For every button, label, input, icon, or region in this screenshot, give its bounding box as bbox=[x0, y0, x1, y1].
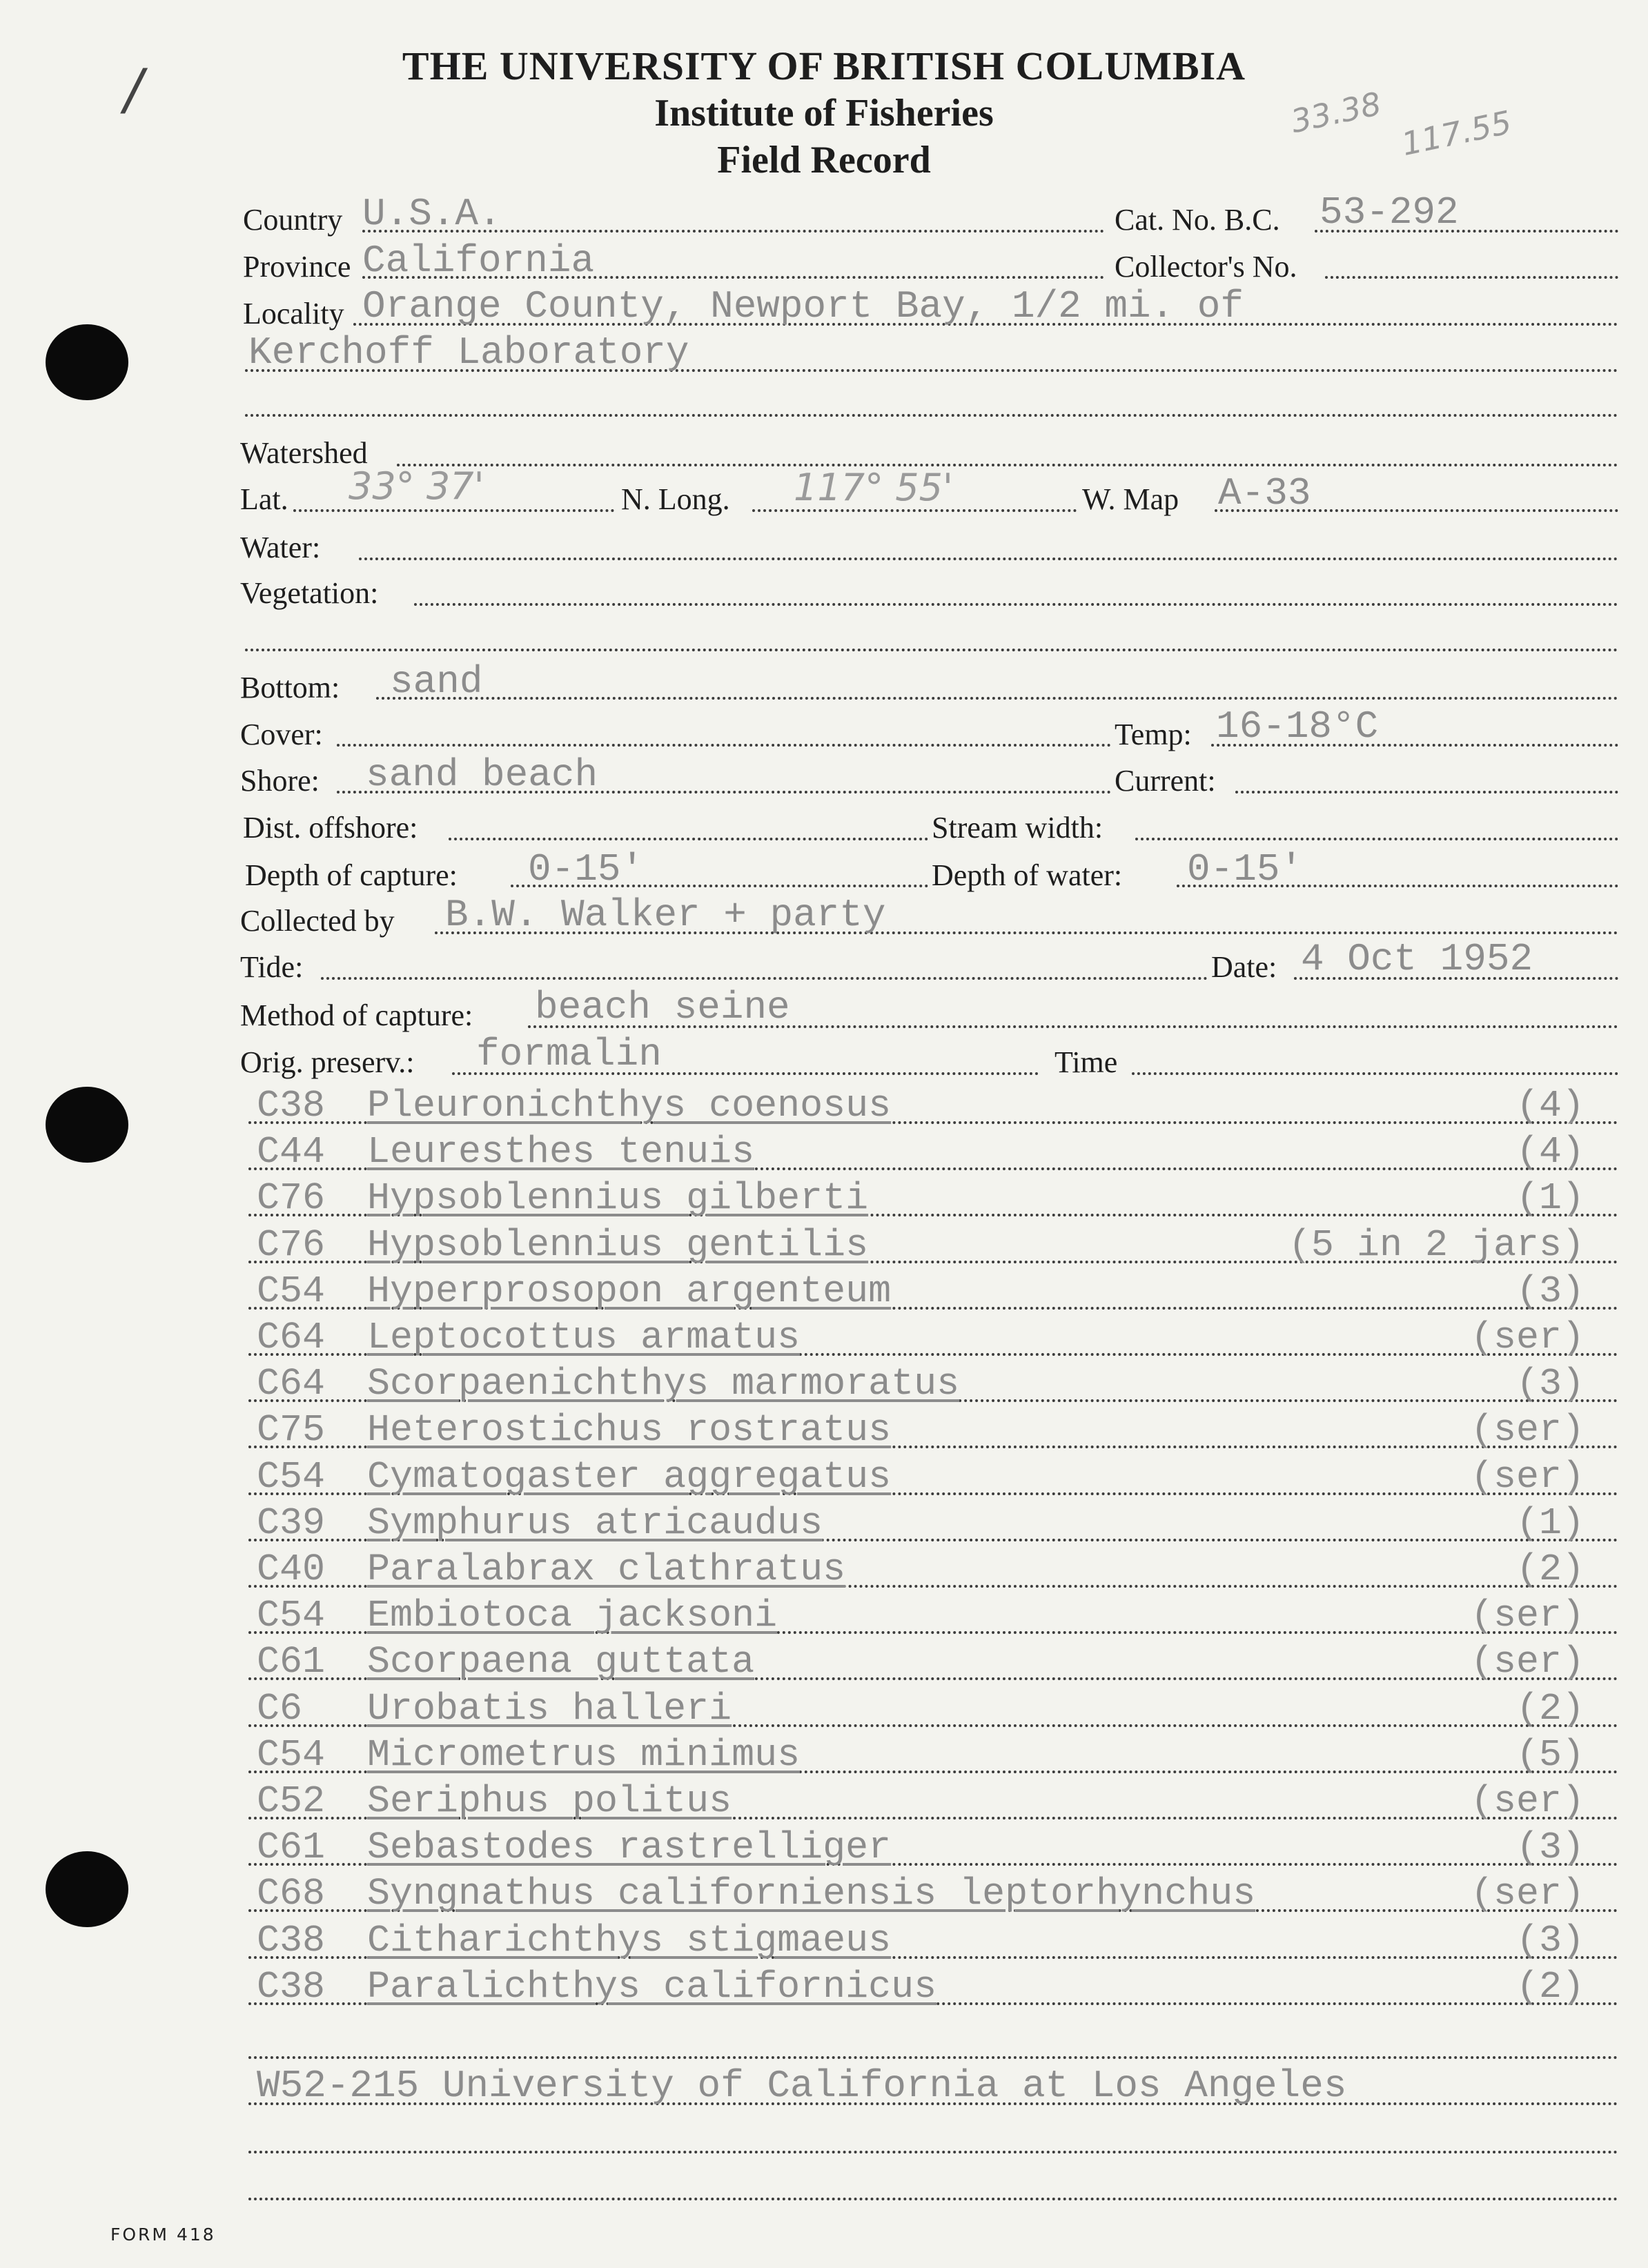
map-value: A-33 bbox=[1218, 471, 1311, 515]
species-count: (ser) bbox=[1470, 1872, 1585, 1915]
species-row bbox=[257, 1779, 1602, 1824]
species-code: C52 bbox=[257, 1779, 326, 1823]
lat-value: 33° 37' bbox=[349, 464, 484, 508]
water-label: Water: bbox=[240, 531, 321, 564]
country-value: U.S.A. bbox=[362, 192, 502, 236]
species-row bbox=[257, 1501, 1602, 1546]
species-code: C61 bbox=[257, 1640, 326, 1684]
species-row bbox=[257, 1550, 1602, 1592]
species-count: (ser) bbox=[1470, 1594, 1585, 1637]
w-map-label: W. Map bbox=[1082, 482, 1179, 516]
depth-capture-label: Depth of capture: bbox=[245, 858, 458, 892]
species-name: Cymatogaster aggregatus bbox=[367, 1455, 892, 1499]
bottom-value: sand bbox=[390, 660, 483, 704]
locality-line-3 bbox=[245, 414, 1618, 417]
species-count: (1) bbox=[1515, 1176, 1585, 1220]
species-name: Hypsoblennius gentilis bbox=[367, 1223, 869, 1267]
locality-label: Locality bbox=[243, 297, 344, 331]
tide-label: Tide: bbox=[240, 950, 304, 984]
species-row bbox=[257, 1594, 1602, 1638]
species-count: (2) bbox=[1515, 1965, 1585, 2009]
species-name: Scorpaena guttata bbox=[367, 1640, 755, 1684]
check-mark: / bbox=[124, 57, 143, 121]
university-title: THE UNIVERSITY OF BRITISH COLUMBIA bbox=[402, 43, 1246, 88]
species-count: (3) bbox=[1515, 1270, 1585, 1313]
cat-no-label: Cat. No. B.C. bbox=[1115, 203, 1280, 237]
species-code: C75 bbox=[257, 1408, 326, 1452]
species-row bbox=[257, 1687, 1602, 1731]
species-code: C61 bbox=[257, 1826, 326, 1869]
orig-preserv-value: formalin bbox=[476, 1032, 662, 1076]
margin-note-lat: 33.38 bbox=[1287, 84, 1384, 141]
species-name: Micrometrus minimus bbox=[367, 1733, 801, 1777]
species-row bbox=[257, 1828, 1602, 1870]
species-code: C64 bbox=[257, 1316, 326, 1359]
shore-label: Shore: bbox=[240, 764, 320, 798]
margin-note-long: 117.55 bbox=[1398, 103, 1515, 164]
species-count: (5 in 2 jars) bbox=[1288, 1223, 1585, 1267]
species-code: C38 bbox=[257, 1965, 326, 2009]
species-name: Heterostichus rostratus bbox=[367, 1408, 892, 1452]
bottom-line bbox=[376, 697, 1618, 700]
time-line bbox=[1132, 1072, 1618, 1075]
stream-width-label: Stream width: bbox=[932, 811, 1103, 845]
species-name: Sebastodes rastrelliger bbox=[367, 1826, 892, 1869]
vegetation-label: Vegetation: bbox=[240, 576, 379, 610]
province-label: Province bbox=[243, 250, 351, 284]
species-name: Leuresthes tenuis bbox=[367, 1130, 755, 1174]
date-value: 4 Oct 1952 bbox=[1301, 937, 1533, 981]
method-label: Method of capture: bbox=[240, 998, 473, 1032]
species-count: (1) bbox=[1515, 1501, 1585, 1545]
dist-offshore-label: Dist. offshore: bbox=[243, 811, 418, 845]
date-label: Date: bbox=[1211, 950, 1277, 984]
species-count: (ser) bbox=[1470, 1455, 1585, 1499]
species-code: C68 bbox=[257, 1872, 326, 1915]
footer-note: W52-215 University of California at Los Angeles bbox=[257, 2064, 1347, 2108]
time-label: Time bbox=[1054, 1045, 1118, 1079]
species-code: C40 bbox=[257, 1548, 326, 1591]
temp-value: 16-18°C bbox=[1216, 704, 1379, 749]
species-code: C39 bbox=[257, 1501, 326, 1545]
species-name: Scorpaenichthys marmoratus bbox=[367, 1362, 960, 1406]
species-name: Citharichthys stigmaeus bbox=[367, 1919, 892, 1962]
species-row bbox=[257, 1084, 1602, 1128]
species-name: Leptocottus armatus bbox=[367, 1316, 801, 1359]
species-count: (4) bbox=[1515, 1130, 1585, 1174]
species-code: C54 bbox=[257, 1270, 326, 1313]
stream-width-line bbox=[1135, 838, 1618, 840]
long-value: 117° 55' bbox=[794, 466, 953, 509]
long-line bbox=[752, 509, 1077, 512]
species-code: C64 bbox=[257, 1362, 326, 1406]
watershed-line bbox=[397, 464, 1618, 466]
watershed-label: Watershed bbox=[240, 436, 368, 470]
orig-preserv-label: Orig. preserv.: bbox=[240, 1045, 415, 1079]
depth-capture-value: 0-15' bbox=[528, 847, 645, 891]
depth-water-value: 0-15' bbox=[1187, 847, 1304, 891]
field-record-title: Field Record bbox=[717, 139, 931, 181]
species-count: (ser) bbox=[1470, 1640, 1585, 1684]
species-count: (2) bbox=[1515, 1548, 1585, 1591]
depth-water-label: Depth of water: bbox=[932, 858, 1123, 892]
province-value: California bbox=[362, 239, 595, 283]
footer-line-4 bbox=[248, 2198, 1618, 2200]
species-count: (5) bbox=[1515, 1733, 1585, 1777]
species-count: (3) bbox=[1515, 1919, 1585, 1962]
species-code: C54 bbox=[257, 1455, 326, 1499]
species-name: Paralabrax clathratus bbox=[367, 1548, 846, 1591]
species-row bbox=[257, 1130, 1602, 1174]
footer-line-3 bbox=[248, 2151, 1618, 2153]
collected-by-value: B.W. Walker + party bbox=[445, 893, 886, 937]
species-name: Syngnathus californiensis leptorhynchus bbox=[367, 1872, 1256, 1915]
species-row bbox=[257, 1455, 1602, 1499]
species-name: Hyperprosopon argenteum bbox=[367, 1270, 892, 1313]
species-count: (3) bbox=[1515, 1826, 1585, 1869]
species-code: C6 bbox=[257, 1687, 303, 1730]
n-long-label: N. Long. bbox=[621, 482, 730, 516]
species-row bbox=[257, 1965, 1602, 2009]
punch-hole-middle bbox=[46, 1087, 128, 1163]
species-count: (ser) bbox=[1470, 1316, 1585, 1359]
species-count: (4) bbox=[1515, 1084, 1585, 1127]
current-line bbox=[1235, 791, 1618, 793]
footer-line-1 bbox=[248, 2056, 1618, 2059]
vegetation-line-1 bbox=[414, 603, 1618, 606]
cat-no-value: 53-292 bbox=[1320, 190, 1459, 235]
species-code: C38 bbox=[257, 1084, 326, 1127]
locality-value-1: Orange County, Newport Bay, 1/2 mi. of bbox=[362, 284, 1244, 328]
lat-label: Lat. bbox=[240, 482, 288, 516]
collector-no-line bbox=[1325, 276, 1618, 279]
species-code: C38 bbox=[257, 1919, 326, 1962]
shore-value: sand beach bbox=[366, 753, 598, 797]
species-name: Pleuronichthys coenosus bbox=[367, 1084, 892, 1127]
species-name: Seriphus politus bbox=[367, 1779, 732, 1823]
vegetation-line-2 bbox=[245, 649, 1618, 651]
dist-offshore-line bbox=[449, 838, 928, 840]
method-value: beach seine bbox=[535, 985, 790, 1029]
tide-line bbox=[321, 977, 1208, 980]
species-row bbox=[257, 1316, 1602, 1360]
species-row bbox=[257, 1223, 1602, 1268]
species-name: Paralichthys californicus bbox=[367, 1965, 937, 2009]
form-number: FORM 418 bbox=[110, 2225, 216, 2245]
species-code: C76 bbox=[257, 1223, 326, 1267]
species-row bbox=[257, 1408, 1602, 1452]
species-name: Urobatis halleri bbox=[367, 1687, 732, 1730]
species-row bbox=[257, 1176, 1602, 1221]
locality-value-2: Kerchoff Laboratory bbox=[248, 331, 689, 375]
species-row bbox=[257, 1872, 1602, 1916]
species-row bbox=[257, 1640, 1602, 1684]
temp-label: Temp: bbox=[1115, 718, 1192, 751]
species-code: C54 bbox=[257, 1594, 326, 1637]
species-row bbox=[257, 1919, 1602, 1963]
species-name: Symphurus atricaudus bbox=[367, 1501, 823, 1545]
cover-line bbox=[337, 744, 1111, 747]
species-code: C76 bbox=[257, 1176, 326, 1220]
country-label: Country bbox=[243, 203, 343, 237]
species-count: (2) bbox=[1515, 1687, 1585, 1730]
species-row bbox=[257, 1362, 1602, 1406]
lat-line bbox=[293, 509, 614, 512]
species-count: (3) bbox=[1515, 1362, 1585, 1406]
species-name: Hypsoblennius gilberti bbox=[367, 1176, 869, 1220]
species-code: C54 bbox=[257, 1733, 326, 1777]
bottom-label: Bottom: bbox=[240, 671, 340, 704]
collected-by-label: Collected by bbox=[240, 904, 395, 938]
collector-no-label: Collector's No. bbox=[1115, 250, 1297, 284]
punch-hole-top bbox=[46, 324, 128, 400]
current-label: Current: bbox=[1115, 764, 1216, 798]
species-code: C44 bbox=[257, 1130, 326, 1174]
cover-label: Cover: bbox=[240, 718, 323, 751]
species-row bbox=[257, 1733, 1602, 1777]
water-line bbox=[359, 558, 1618, 560]
punch-hole-bottom bbox=[46, 1851, 128, 1927]
species-count: (ser) bbox=[1470, 1408, 1585, 1452]
species-row bbox=[257, 1272, 1602, 1314]
species-name: Embiotoca jacksoni bbox=[367, 1594, 778, 1637]
institute-title: Institute of Fisheries bbox=[654, 92, 994, 135]
species-count: (ser) bbox=[1470, 1779, 1585, 1823]
